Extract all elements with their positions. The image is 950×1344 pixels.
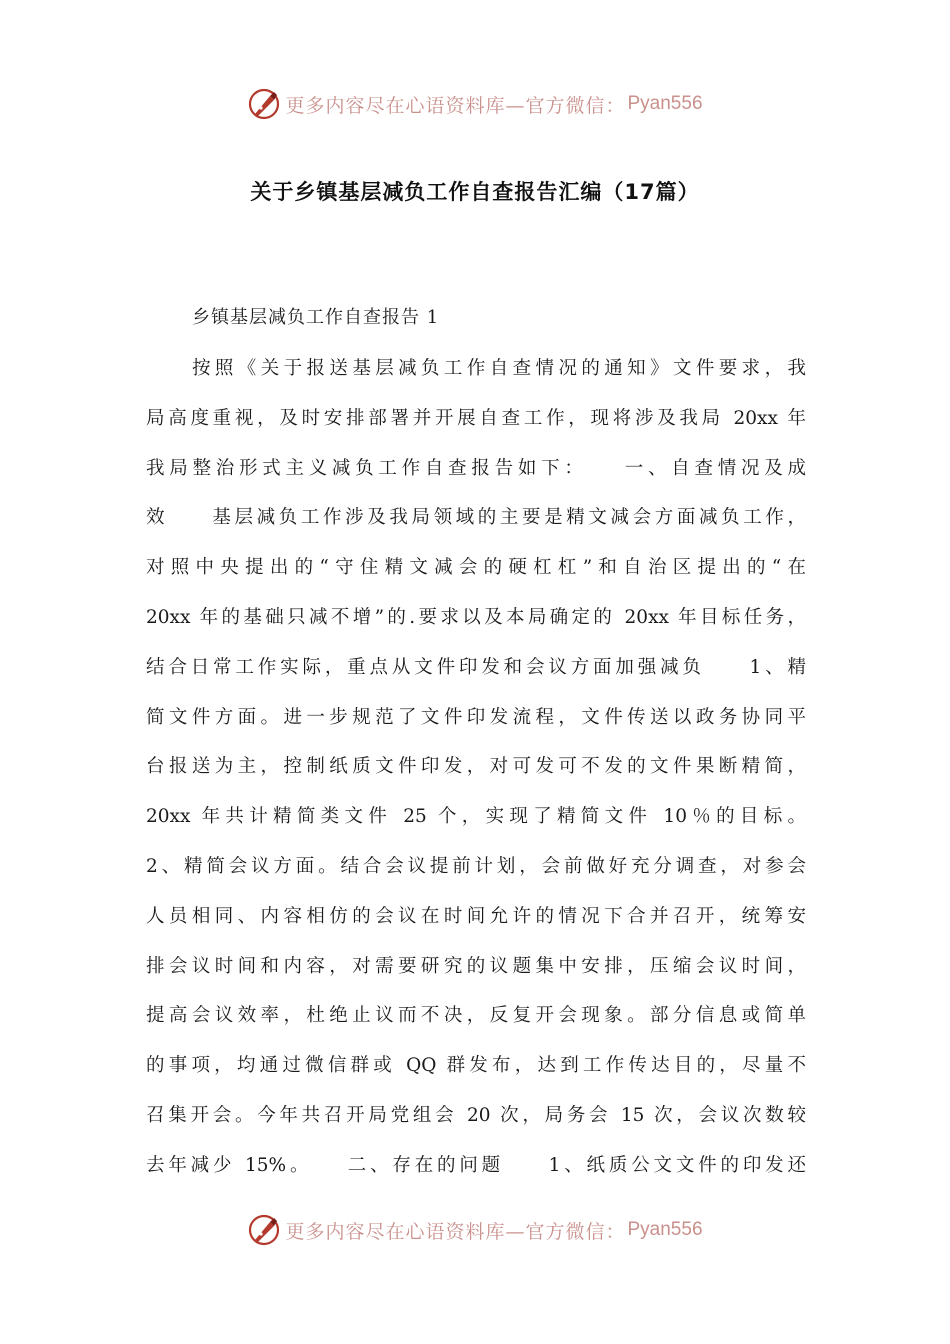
body-line: 的事项，均通过微信群或 QQ 群发布，达到工作传达目的，尽量不 bbox=[146, 1055, 806, 1077]
footer-banner bbox=[0, 1208, 950, 1252]
header-banner bbox=[0, 82, 950, 126]
pen-nib-logo-icon bbox=[247, 87, 281, 121]
body-line: 局高度重视，及时安排部署并开展自查工作，现将涉及我局 20xx 年 bbox=[146, 407, 806, 429]
body-line: 召集开会。今年共召开局党组会 20 次，局务会 15 次，会议次数较 bbox=[146, 1104, 806, 1126]
document-title: 关于乡镇基层减负工作自查报告汇编（17篇） bbox=[250, 180, 700, 204]
body-line: 2、精简会议方面。结合会议提前计划，会前做好充分调查，对参会 bbox=[146, 855, 806, 877]
body-line: 人员相同、内容相仿的会议在时间允许的情况下合并召开，统筹安 bbox=[146, 905, 806, 927]
body-line: 简文件方面。进一步规范了文件印发流程，文件传送以政务协同平 bbox=[146, 706, 806, 728]
body-line: 效 基层减负工作涉及我局领域的主要是精文减会方面减负工作， bbox=[146, 507, 806, 529]
body-line: 对照中央提出的“守住精文减会的硬杠杠”和自治区提出的“在 bbox=[146, 557, 806, 579]
body-line: 20xx 年的基础只减不增”的.要求以及本局确定的 20xx 年目标任务， bbox=[146, 606, 806, 628]
body-line: 台报送为主，控制纸质文件印发，对可发可不发的文件果断精简， bbox=[146, 756, 806, 778]
banner-wechat-id: Pyan556 bbox=[627, 93, 703, 114]
body-line: 去年减少 15%。 二、存在的问题 1、纸质公文文件的印发还 bbox=[146, 1154, 806, 1176]
body-line: 排会议时间和内容，对需要研究的议题集中安排，压缩会议时间， bbox=[146, 955, 806, 977]
section-heading: 乡镇基层减负工作自查报告 1 bbox=[192, 307, 440, 328]
body-line: 提高会议效率，杜绝止议而不决，反复开会现象。部分信息或简单 bbox=[146, 1005, 806, 1027]
pen-nib-logo-icon bbox=[247, 1213, 281, 1247]
banner-text: 更多内容尽在心语资料库—官方微信： bbox=[285, 94, 626, 117]
body-text bbox=[146, 344, 806, 1191]
body-line: 我局整治形式主义减负工作自查报告如下： 一、自查情况及成 bbox=[146, 457, 806, 479]
body-line: 20xx 年共计精简类文件 25 个，实现了精简文件 10％的目标。 bbox=[146, 806, 806, 828]
body-line: 结合日常工作实际，重点从文件印发和会议方面加强减负 1、精 bbox=[146, 656, 806, 678]
body-line: 按照《关于报送基层减负工作自查情况的通知》文件要求，我 bbox=[192, 358, 806, 379]
banner-text: 更多内容尽在心语资料库—官方微信： bbox=[285, 1220, 626, 1243]
banner-wechat-id: Pyan556 bbox=[627, 1219, 703, 1240]
